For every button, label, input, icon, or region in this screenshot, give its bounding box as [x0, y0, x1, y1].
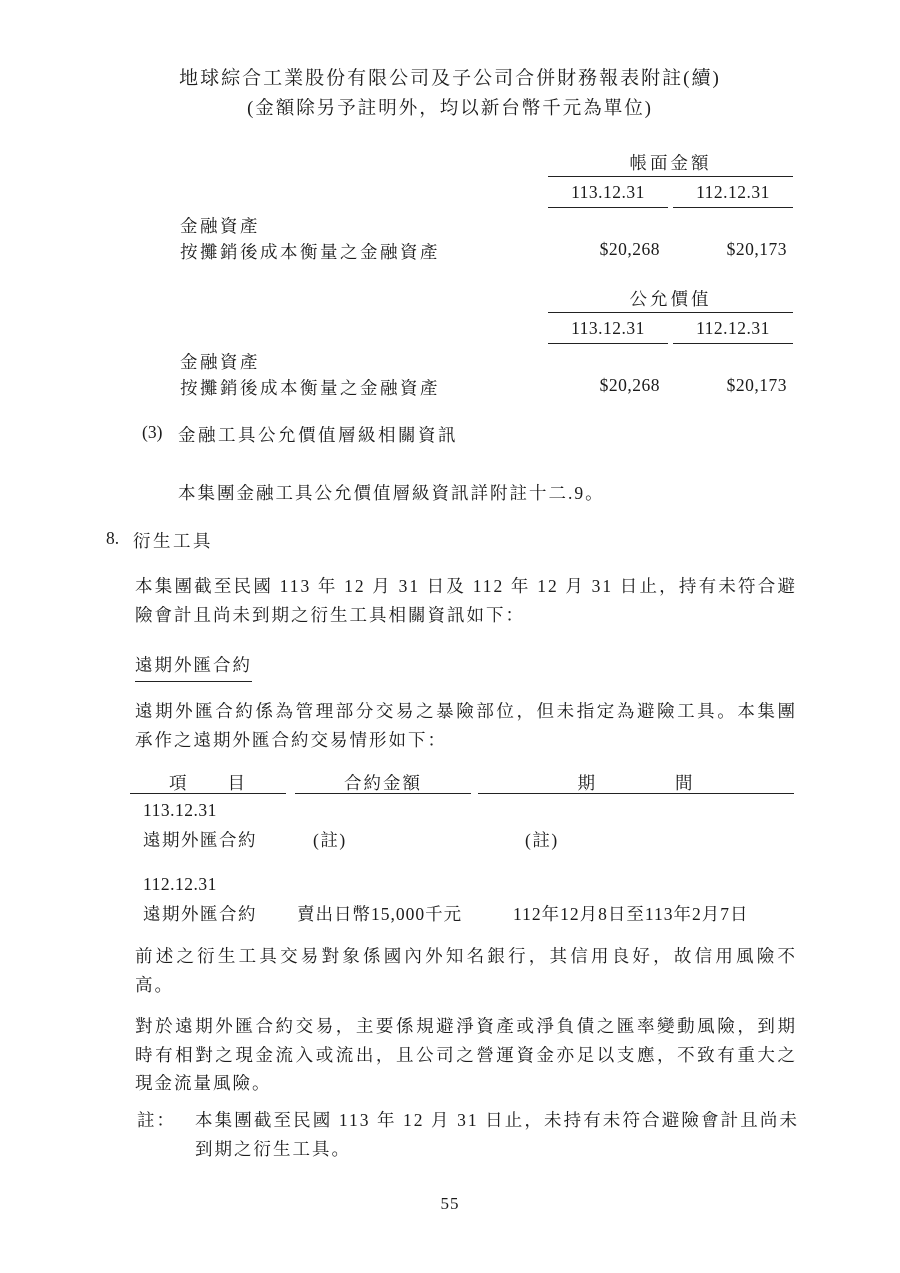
fair-value-row-label: 按攤銷後成本衡量之金融資產 — [180, 378, 440, 398]
contracts-group2-amount: 賣出日幣15,000千元 — [297, 904, 463, 924]
credit-risk-paragraph: 前述之衍生工具交易對象係國內外知名銀行，其信用良好，故信用風險不高。 — [135, 946, 797, 995]
document-header — [0, 64, 900, 124]
contracts-group2-date: 112.12.31 — [143, 874, 217, 894]
contracts-group1-period: (註) — [525, 830, 559, 850]
forward-contracts-subheading-text: 遠期外匯合約 — [135, 651, 252, 682]
contracts-header-amount: 合約金額 — [295, 770, 471, 794]
contracts-group1-amount: (註) — [313, 830, 347, 850]
footnote — [137, 1106, 799, 1163]
document-subtitle: (金額除另予註明外，均以新台幣千元為單位) — [247, 99, 653, 119]
carrying-row-label: 按攤銷後成本衡量之金融資產 — [180, 242, 440, 262]
document-title: 地球綜合工業股份有限公司及子公司合併財務報表附註(續) — [179, 68, 721, 89]
footnote-label: 註： — [137, 1110, 176, 1130]
contracts-group1-item: 遠期外匯合約 — [143, 830, 257, 850]
contracts-header-period: 期 間 — [478, 770, 794, 794]
fair-value-group-header: 公允價值 — [548, 286, 793, 313]
section-8-number: 8. — [106, 528, 120, 548]
carrying-value-112: $20,173 — [726, 239, 787, 259]
carrying-value-113: $20,268 — [599, 239, 660, 259]
carrying-amount-table — [0, 150, 900, 270]
section-3-number: (3) — [142, 422, 163, 442]
footnote-text: 本集團截至民國 113 年 12 月 31 日止，未持有未符合避險會計且尚未到期之衍生工具。 — [195, 1110, 799, 1159]
fair-value-value-112: $20,173 — [726, 375, 787, 395]
fair-value-col-header-112: 112.12.31 — [673, 318, 793, 344]
fair-value-value-113: $20,268 — [599, 375, 660, 395]
contracts-group1-date: 113.12.31 — [143, 800, 217, 820]
page-number: 55 — [440, 1194, 460, 1213]
forward-contracts-intro: 遠期外匯合約係為管理部分交易之暴險部位，但未指定為避險工具。本集團承作之遠期外匯合約交易情形如下： — [135, 701, 797, 750]
fair-value-table — [0, 286, 900, 406]
section-3-title: 金融工具公允價值層級相關資訊 — [178, 425, 458, 445]
carrying-section-label: 金融資產 — [180, 216, 260, 236]
contracts-group2-period: 112年12月8日至113年2月7日 — [513, 904, 749, 924]
contracts-table — [0, 770, 900, 930]
fair-value-col-header-113: 113.12.31 — [548, 318, 668, 344]
section-3-body: 本集團金融工具公允價值層級資訊詳附註十二.9。 — [178, 483, 605, 503]
carrying-group-header: 帳面金額 — [548, 150, 793, 177]
carrying-col-header-112: 112.12.31 — [673, 182, 793, 208]
fair-value-section-label: 金融資產 — [180, 352, 260, 372]
contracts-group2-item: 遠期外匯合約 — [143, 904, 257, 924]
contracts-header-item: 項 目 — [130, 770, 286, 794]
section-8-title: 衍生工具 — [133, 531, 213, 551]
cashflow-risk-paragraph: 對於遠期外匯合約交易，主要係規避淨資產或淨負債之匯率變動風險，到期時有相對之現金流入或流出，且公司之營運資金亦足以支應，不致有重大之現金流量風險。 — [135, 1016, 797, 1093]
carrying-col-header-113: 113.12.31 — [548, 182, 668, 208]
forward-contracts-subheading — [135, 651, 797, 682]
section-8-intro: 本集團截至民國 113 年 12 月 31 日及 112 年 12 月 31 日止，持有未符合避險會計且尚未到期之衍生工具相關資訊如下： — [135, 576, 797, 625]
